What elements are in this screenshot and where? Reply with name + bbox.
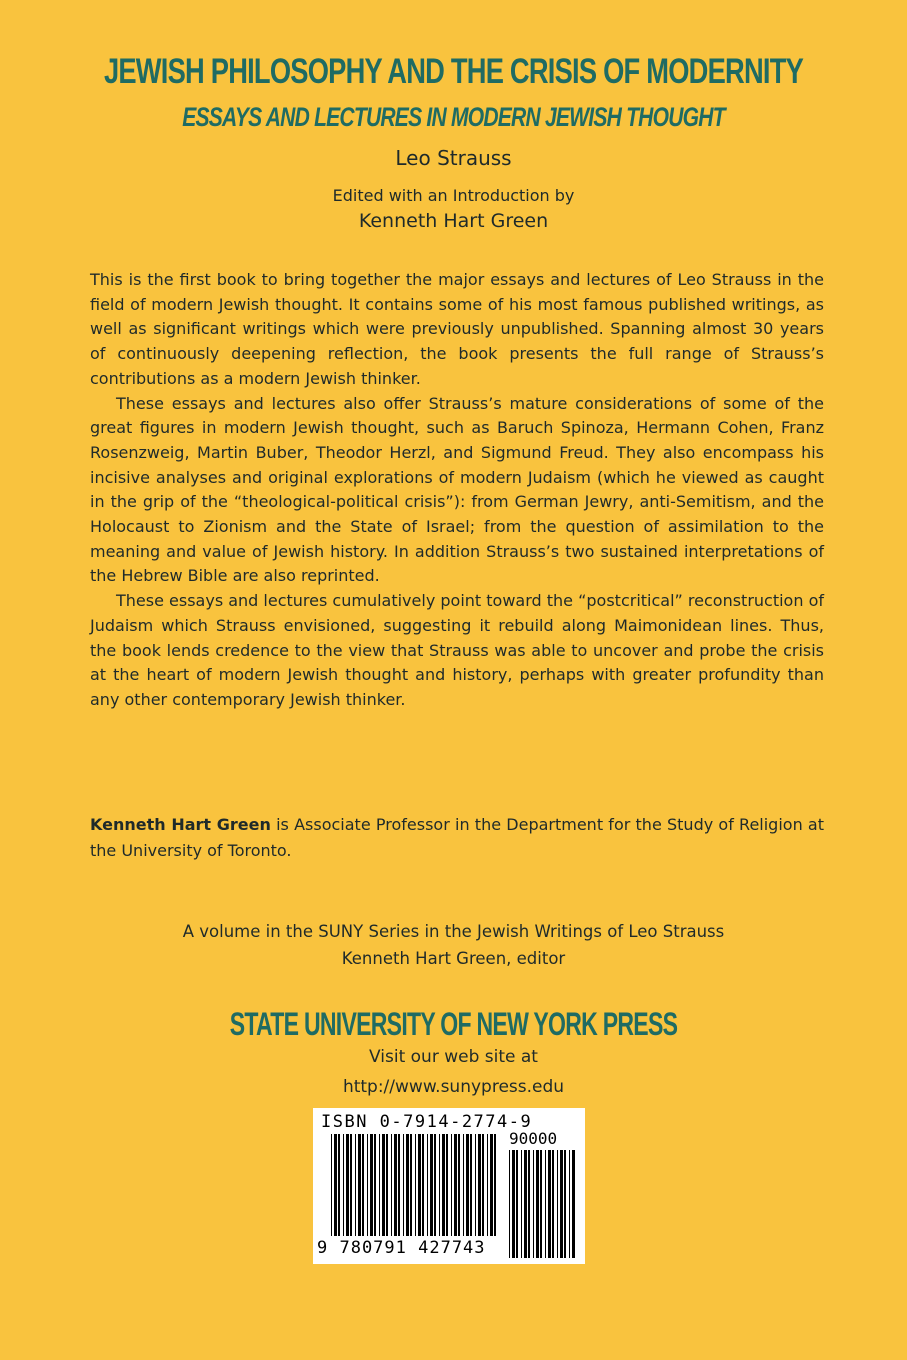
bio-name: Kenneth Hart Green (90, 815, 271, 834)
description-paragraph-1: This is the first book to bring together the major essays and lectures of Leo Strauss in the field of modern Jewish thought. It contains some of his most famous published writings, as well as significant writings which were previously unpublished. Spanning almost 30 years of continuously deepening reflection, the book presents the full range of Strauss’s contributions as a modern Jewish thinker. (90, 270, 824, 388)
description-paragraph-3: These essays and lectures cumulatively point toward the “postcritical” reconstruction of Judaism which Strauss envisioned, suggesting it rebuild along Maimonidean lines. Thus, the book lends credence to the view that Strauss was able to uncover and probe the crisis at the heart of modern Jewish thought and history, perhaps with greater profundity than any other contemporary Jewish thinker. (90, 591, 824, 709)
author-name: Leo Strauss (395, 146, 512, 170)
editor-name: Kenneth Hart Green (358, 210, 549, 232)
barcode (313, 1108, 585, 1264)
series-line: A volume in the SUNY Series in the Jewish Writings of Leo Strauss (182, 922, 725, 941)
description (90, 268, 824, 713)
bio-text: is Associate Professor in the Department for the Study of Religion at the University of Toronto. (90, 815, 825, 860)
edited-by-line: Edited with an Introduction by (332, 186, 575, 205)
visit-line: Visit our web site at (369, 1047, 538, 1067)
book-subtitle: ESSAYS AND LECTURES IN MODERN JEWISH THOUGHT (182, 102, 725, 132)
description-paragraph-2: These essays and lectures also offer Strauss’s mature considerations of some of the great figures in modern Jewish thought, such as Baruch Spinoza, Hermann Cohen, Franz Rosenzweig, Martin Buber, Theodor Herzl, and Sigmund Freud. They also encompass his incisive analyses and original explorations of modern Judaism (which he viewed as caught in the grip of the “theological-political crisis”): from German Jewry, anti-Semitism, and the Holocaust to Zionism and the State of Israel; from the question of assimilation to the meaning and value of Jewish history. In addition Strauss’s two sustained interpretations of the Hebrew Bible are also reprinted. (90, 393, 824, 586)
ean-bars (331, 1134, 496, 1236)
book-title: JEWISH PHILOSOPHY AND THE CRISIS OF MODERNITY (103, 52, 804, 91)
publisher-web (0, 1042, 907, 1102)
series-editor-line: Kenneth Hart Green, editor (341, 949, 566, 968)
editor-bio (90, 812, 824, 864)
series-note (0, 918, 907, 972)
price-addon: 90000 (509, 1129, 558, 1148)
publisher-name: STATE UNIVERSITY OF NEW YORK PRESS (229, 1006, 678, 1042)
ean-number: 9 780791 427743 (317, 1238, 486, 1258)
website-url: http://www.sunypress.edu (342, 1077, 565, 1097)
isbn-number: ISBN 0-7914-2774-9 (321, 1112, 533, 1132)
addon-bars (509, 1150, 575, 1258)
